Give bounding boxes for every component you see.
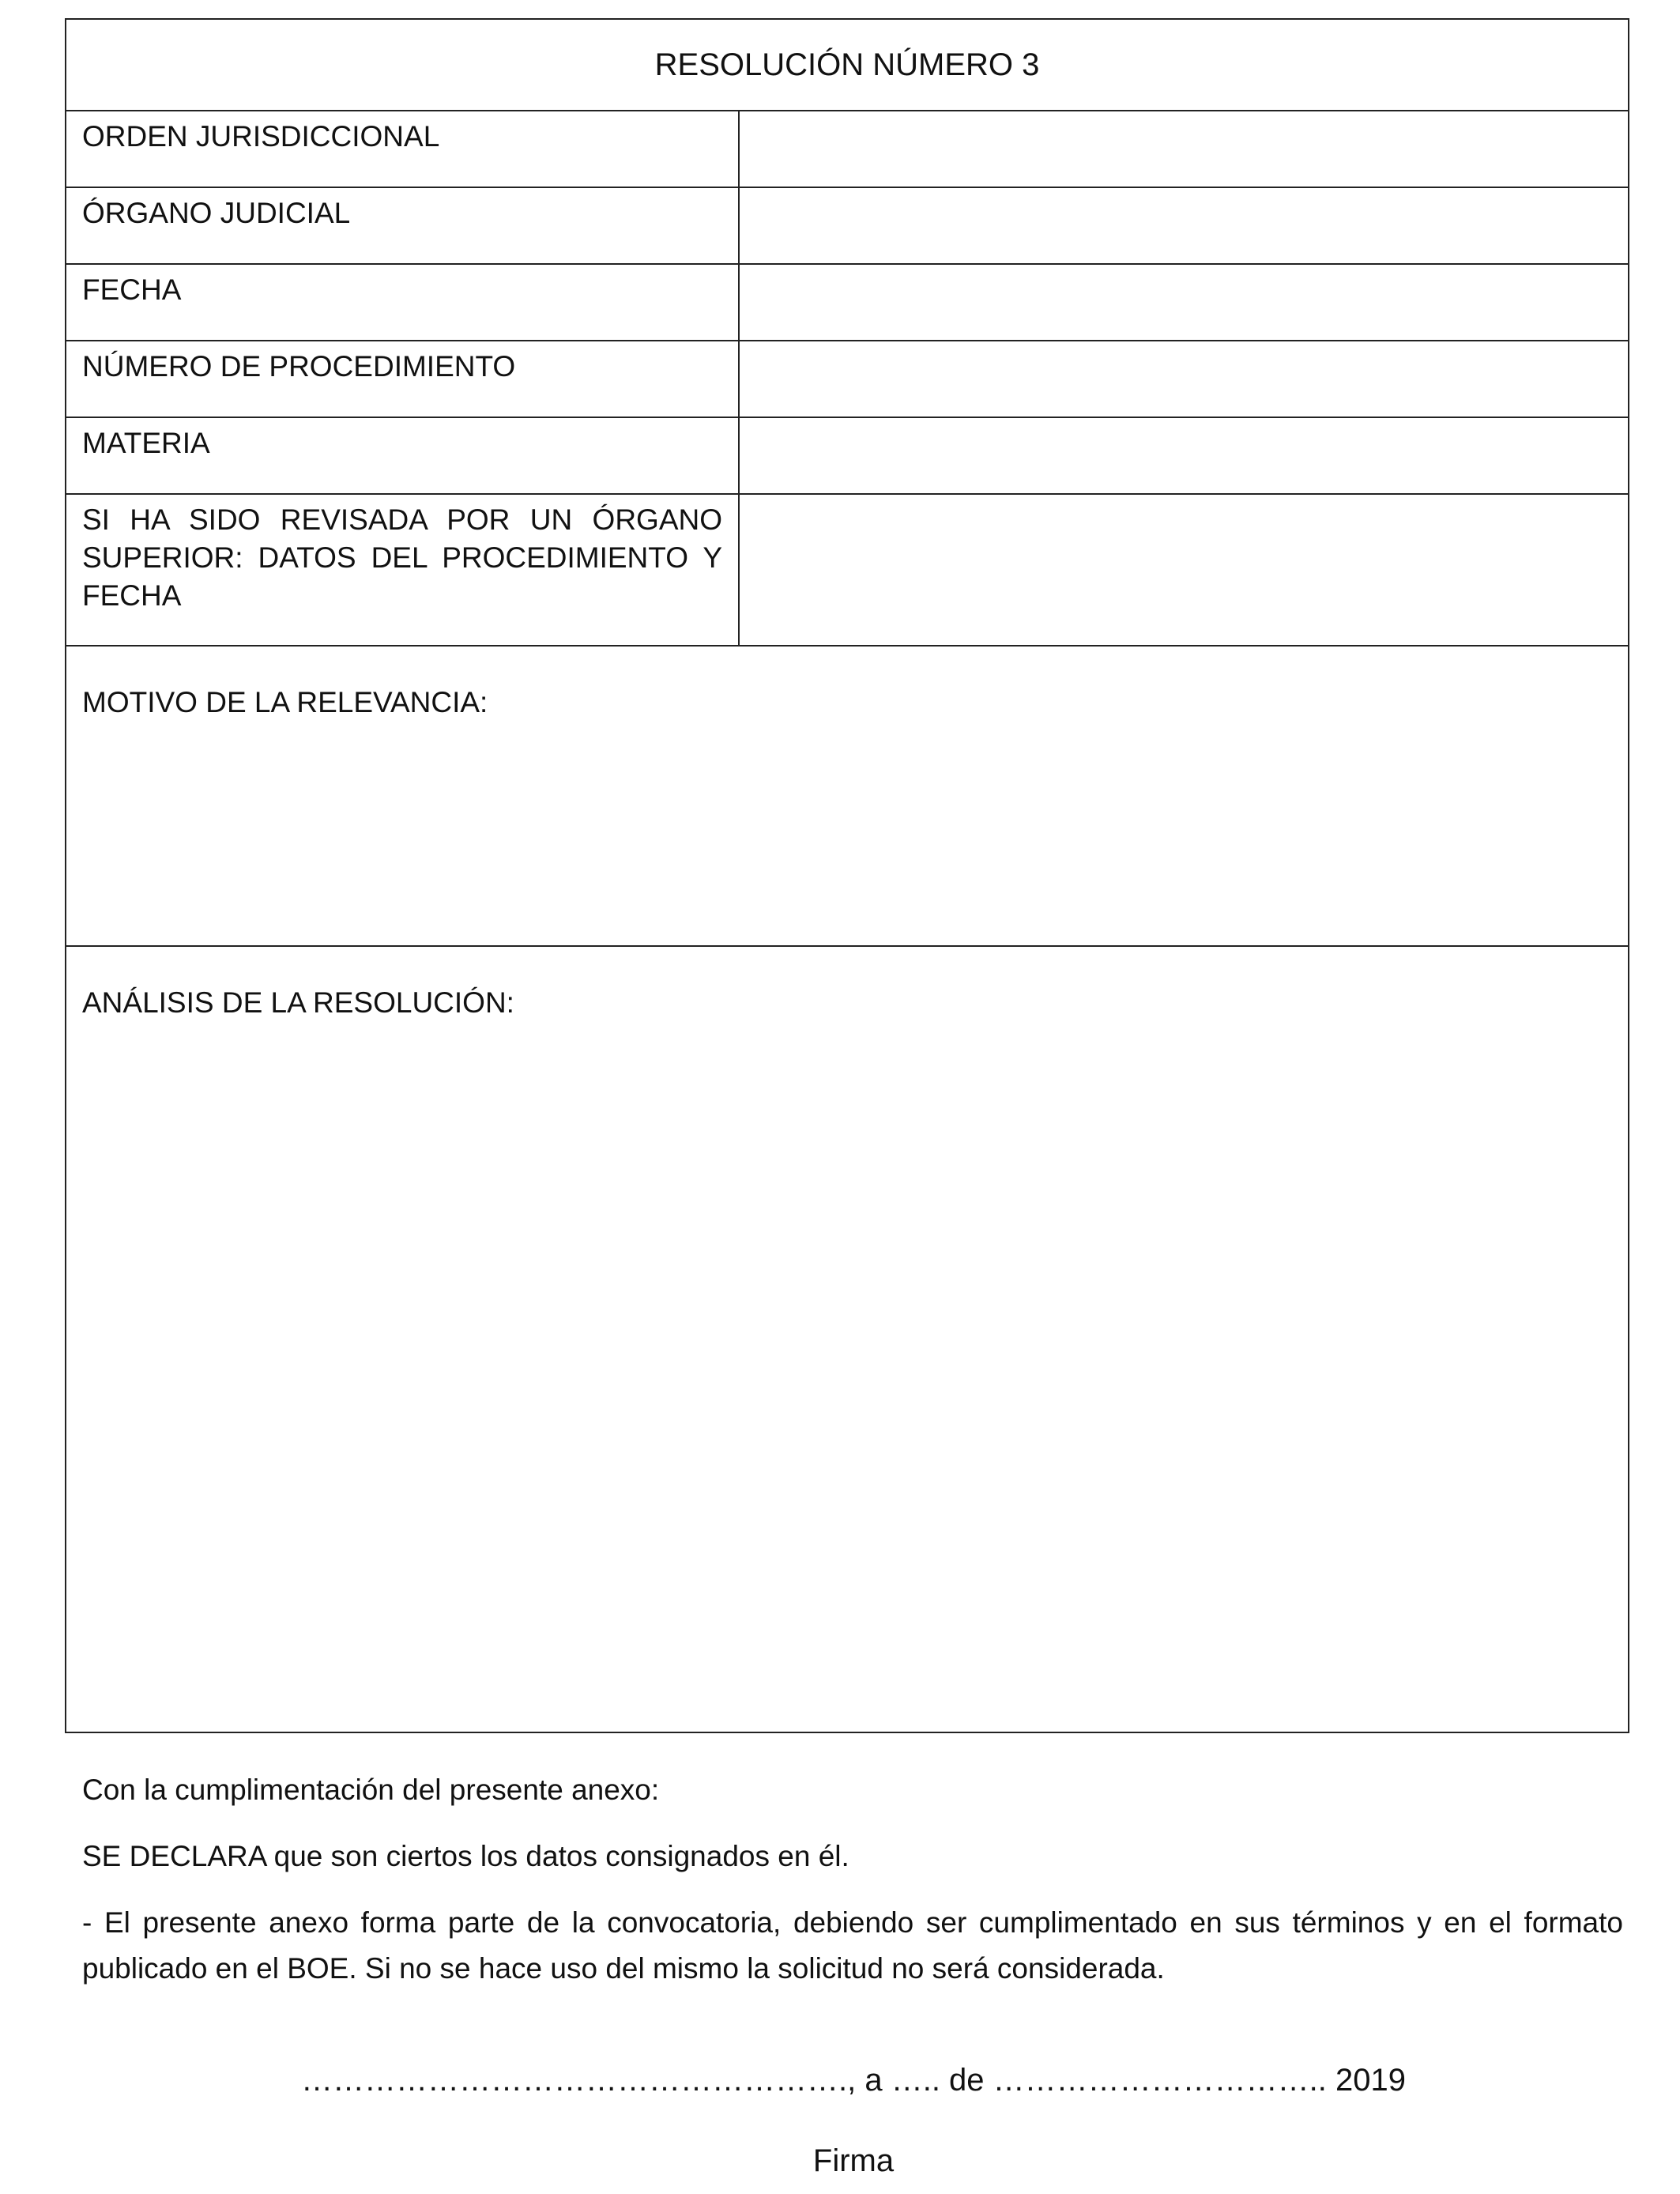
field-row-fecha [66, 265, 1628, 341]
field-label: ORDEN JURISDICCIONAL [66, 111, 740, 187]
numero-procedimiento-field[interactable] [740, 341, 1628, 417]
resolution-form-table [65, 18, 1629, 1733]
field-row-orden-jurisdiccional [66, 111, 1628, 188]
analisis-resolucion-section [66, 947, 1628, 1732]
field-row-materia [66, 418, 1628, 495]
materia-field[interactable] [740, 418, 1628, 493]
field-label: FECHA [66, 265, 740, 340]
motivo-relevancia-field[interactable] [66, 733, 1628, 945]
analisis-resolucion-label: ANÁLISIS DE LA RESOLUCIÓN: [82, 986, 514, 1019]
field-label: NÚMERO DE PROCEDIMIENTO [66, 341, 740, 417]
note-line: SE DECLARA que son ciertos los datos consignados en él. [82, 1840, 849, 1872]
note-line: - El presente anexo forma parte de la convocatoria, debiendo ser cumplimentado en sus términos y en el formato publicado en el BOE. Si no se hace uso del mismo la solicitud no será considerada. [82, 1906, 1623, 1985]
field-label: SI HA SIDO REVISADA POR UN ÓRGANO SUPERIOR: DATOS DEL PROCEDIMIENTO Y FECHA [66, 495, 740, 645]
declaration-conditions [82, 1900, 1623, 1992]
declaration-intro [82, 1767, 1623, 1813]
field-label: ÓRGANO JUDICIAL [66, 188, 740, 263]
field-row-organo-judicial [66, 188, 1628, 265]
form-title: RESOLUCIÓN NÚMERO 3 [66, 20, 1628, 111]
field-label: MATERIA [66, 418, 740, 493]
field-row-numero-procedimiento [66, 341, 1628, 418]
fecha-field[interactable] [740, 265, 1628, 340]
declaration-statement [82, 1834, 1623, 1879]
organo-judicial-field[interactable] [740, 188, 1628, 263]
motivo-relevancia-label: MOTIVO DE LA RELEVANCIA: [82, 686, 488, 718]
orden-jurisdiccional-field[interactable] [740, 111, 1628, 187]
revision-superior-field[interactable] [740, 495, 1628, 645]
field-row-revision-superior [66, 495, 1628, 647]
place-date-line: ……………………………………………., a ….. de ………………………….. 2019 [301, 2063, 1406, 2098]
analisis-resolucion-field[interactable] [66, 1034, 1628, 1732]
signature-label: Firma [812, 2143, 895, 2178]
motivo-relevancia-section [66, 647, 1628, 947]
note-line: Con la cumplimentación del presente anexo: [82, 1774, 660, 1806]
